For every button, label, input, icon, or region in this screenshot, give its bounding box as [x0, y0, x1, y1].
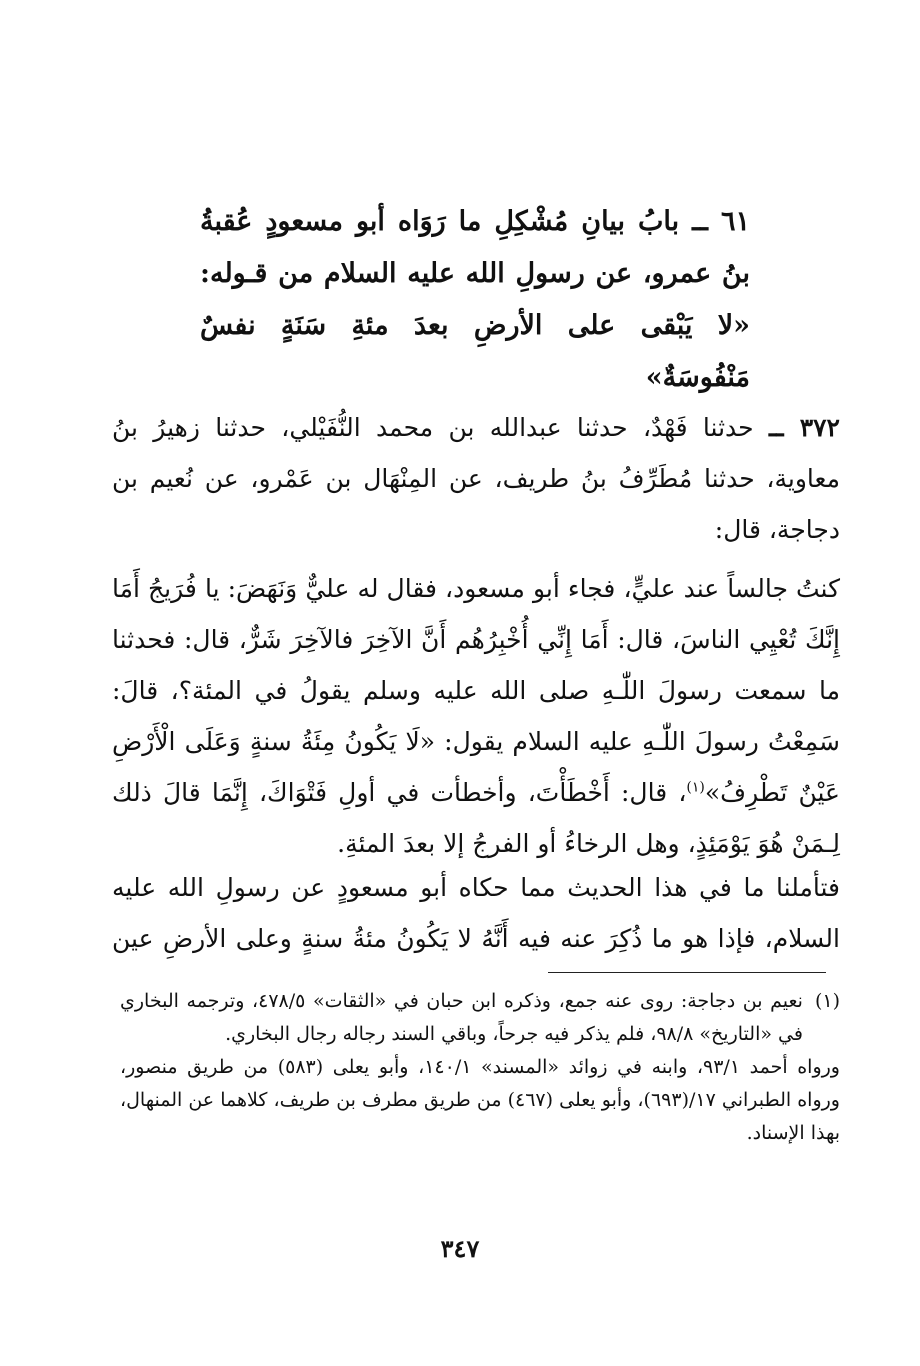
footnote-text: نعيم بن دجاجة: روى عنه جمع، وذكره ابن حبان في «الثقات» ٤٧٨/٥، وترجمه البخاري في «التاريخ» ٩٨/٨، فلم يذكر فيه جرحاً، وباقي السند رجاله رجال البخاري. — [120, 990, 803, 1045]
footnotes-section — [120, 985, 840, 1150]
hadith-number: ٣٧٢ ــ — [768, 413, 840, 442]
hadith-narration — [112, 563, 840, 869]
footnote-number: (١) — [814, 990, 840, 1012]
commentary-paragraph: فتأملنا ما في هذا الحديث مما حكاه أبو مسعودٍ عن رسولِ الله عليه السلام، فإذا هو ما ذُكِرَ عنه فيه أَنَّهُ لا يَكُونُ مئةُ سنةٍ وعلى الأرضِ عين — [112, 873, 840, 953]
footnote-item — [120, 985, 840, 1051]
footnote-continuation: ورواه أحمد ٩٣/١، وابنه في زوائد «المسند» ١٤٠/١، وأبو يعلى (٥٨٣) من طريق منصور، ورواه الطبراني ١٧/(٦٩٣)، وأبو يعلى (٤٦٧) من طريق مطرف بن طريف، كلاهما عن المنهال، بهذا الإسناد. — [120, 1056, 840, 1144]
hadith-chain — [112, 402, 840, 555]
narration-text: كنتُ جالساً عند عليٍّ، فجاء أبو مسعود، فقال له عليٌّ وَنَهَضَ: يا فُرَيجُ أَمَا إِنَّكَ تُعْيِي الناسَ، قال: أَمَا إِنِّي أُخْبِرُهُم أَنَّ الآخِرَ فالآخِرَ شَرٌّ، قال: فحدثنا ما سمعت رسولَ اللّٰـهِ صلى الله عليه وسلم يقولُ في المئة؟، قالَ: سَمِعْتُ رسولَ اللّٰـهِ عليه السلام يقول: «لَا يَكُونُ مِئَةُ سنةٍ وَعَلَى الْأَرْضِ عَيْنٌ تَطْرِفُ» — [112, 574, 840, 807]
page-number: ٣٤٧ — [440, 1234, 480, 1263]
footnote-separator — [548, 972, 826, 973]
chapter-heading: ٦١ ــ بابُ بيانِ مُشْكِلِ ما رَوَاه أبو مسعودٍ عُقبةُ بنُ عمرو، عن رسولِ الله عليه السلام من قـوله: «لا يَبْقى على الأرضِ بعدَ مئةِ سَنَةٍ نفسٌ مَنْفُوسَةٌ» — [200, 206, 750, 393]
hadith-isnad: حدثنا فَهْدٌ، حدثنا عبدالله بن محمد النُّفَيْلي، حدثنا زهيرُ بنُ معاوية، حدثنا مُطَرِّفُ بنُ طريف، عن المِنْهَال بن عَمْرو، عن نُعيم بن دجاجة، قال: — [112, 413, 840, 544]
footnote-reference: (١) — [686, 779, 705, 796]
narration-continued: ، قال: أَخْطَأْتَ، وأخطأت في أولِ فَتْوَاكَ، إِنَّمَا قالَ ذلك لِـمَنْ هُوَ يَوْمَئِذٍ، وهل الرخاءُ أو الفرجُ إلا بعدَ المئةِ. — [112, 778, 840, 858]
